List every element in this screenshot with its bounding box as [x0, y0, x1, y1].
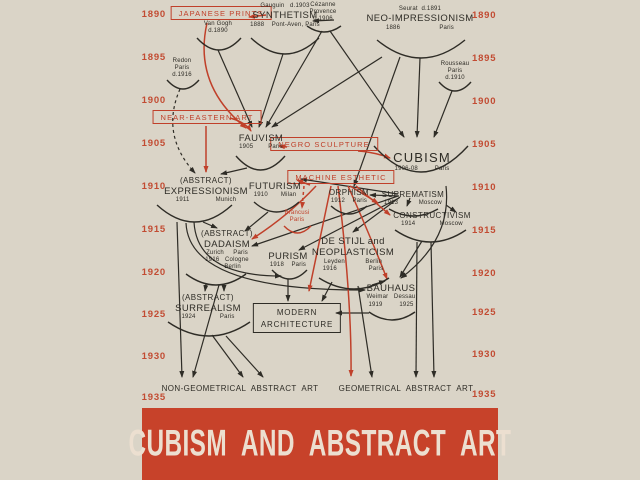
node-abstract-dadaism-line: (ABSTRACT): [201, 229, 253, 238]
node-cezanne: [310, 2, 337, 24]
year-label-l-1910: 1910: [141, 181, 166, 192]
year-label-r-1915: 1915: [472, 225, 497, 236]
year-label-r-1910: 1910: [472, 182, 497, 193]
node-neo-impressionism-line: NEO-IMPRESSIONISM: [366, 13, 474, 25]
node-cubism-line: 1906-08 Paris: [394, 165, 450, 172]
title-banner: [128, 408, 512, 480]
node-de-stijl-neoplasticism-line: NEOPLASTICISM: [311, 247, 395, 259]
year-label-r-1925: 1925: [472, 307, 497, 318]
node-van-gogh-line: Van Gogh: [203, 21, 233, 27]
year-label-l-1920: 1920: [141, 267, 166, 278]
year-label-l-1925: 1925: [141, 309, 166, 320]
node-brancusi-line: Brancusi: [284, 210, 310, 216]
node-de-stijl-neoplasticism: [312, 236, 394, 273]
node-orphism-line: ORPHISM: [328, 188, 370, 197]
node-abstract-dadaism-line: 1916 Cologne: [205, 257, 249, 264]
node-brancusi-line: Paris: [289, 217, 305, 224]
node-machine-esthetic: [287, 170, 394, 184]
node-bauhaus-line: Weimar Dessau: [366, 294, 416, 301]
node-fauvism-line: 1905 Paris: [239, 144, 283, 151]
node-negro-sculpture: [270, 137, 378, 151]
node-bauhaus: [367, 283, 416, 309]
node-futurism-line: 1910 Milan: [253, 192, 297, 199]
year-label-l-1900: 1900: [141, 95, 166, 106]
node-abstract-dadaism-line: Zurich Paris: [206, 249, 248, 256]
node-orphism: [329, 188, 369, 205]
node-redon: [172, 58, 192, 80]
node-gauguin-synthetism-line: SYNTHETISM: [252, 10, 318, 22]
year-label-l-1915: 1915: [141, 224, 166, 235]
node-constructivism: [393, 211, 471, 228]
year-label-r-1935: 1935: [472, 389, 497, 400]
node-abstract-expressionism-line: EXPRESSIONISM: [164, 185, 248, 197]
node-de-stijl-neoplasticism-line: Leyden Berlin: [324, 258, 382, 265]
node-rousseau-line: Rousseau: [440, 61, 470, 67]
node-redon-line: Paris: [174, 65, 190, 72]
node-purism-line: 1918 Paris: [269, 262, 307, 269]
year-label-l-1905: 1905: [141, 138, 166, 149]
node-cubism-line: CUBISM: [393, 150, 451, 165]
node-rousseau-line: Paris: [447, 68, 463, 75]
node-bauhaus-line: BAUHAUS: [366, 283, 416, 294]
node-de-stijl-neoplasticism-line: 1916 Paris: [322, 265, 384, 272]
node-de-stijl-neoplasticism-line: DE STIJL and: [321, 236, 385, 247]
node-suprematism-line: SUPREMATISM: [381, 190, 445, 199]
node-non-geometrical-abstract-art: [162, 384, 319, 394]
node-orphism-line: 1912 Paris: [330, 197, 368, 204]
node-geometrical-abstract-art-line: GEOMETRICAL ABSTRACT ART: [338, 384, 474, 393]
node-abstract-expressionism: [164, 176, 248, 204]
node-abstract-expressionism-line: 1911 Munich: [175, 196, 237, 203]
year-label-r-1890: 1890: [472, 10, 497, 21]
node-abstract-surrealism-line: SURREALISM: [175, 302, 241, 314]
node-futurism-line: FUTURISM: [248, 181, 302, 192]
node-cubism: [393, 150, 451, 173]
node-cezanne-line: Provence: [309, 9, 337, 16]
node-abstract-dadaism-line: Berlin: [213, 264, 241, 271]
year-label-r-1920: 1920: [472, 268, 497, 279]
year-label-r-1900: 1900: [472, 96, 497, 107]
node-abstract-surrealism: [175, 293, 241, 321]
node-abstract-surrealism-line: (ABSTRACT): [181, 293, 234, 302]
year-label-l-1890: 1890: [141, 9, 166, 20]
year-label-l-1930: 1930: [141, 351, 166, 362]
year-label-r-1905: 1905: [472, 139, 497, 150]
node-modern-architecture-line: MODERN: [276, 308, 318, 317]
node-van-gogh: [204, 21, 232, 35]
node-abstract-dadaism-line: DADAISM: [203, 238, 251, 250]
node-negro-sculpture-line: NEGRO SCULPTURE: [278, 140, 370, 149]
year-label-l-1935: 1935: [141, 392, 166, 403]
node-abstract-dadaism: [201, 229, 253, 272]
cover-title: CUBISM AND ABSTRACT ART: [128, 422, 512, 464]
node-redon-line: d.1916: [172, 72, 192, 79]
node-rousseau: [441, 61, 470, 83]
node-constructivism-line: CONSTRUCTIVISM: [393, 211, 471, 220]
node-abstract-surrealism-line: 1924 Paris: [181, 313, 235, 320]
node-neo-impressionism-line: Seurat d.1891: [398, 6, 442, 12]
node-modern-architecture-line: ARCHITECTURE: [260, 319, 334, 329]
node-fauvism-line: FAUVISM: [238, 133, 284, 144]
node-purism-line: PURISM: [268, 251, 308, 262]
node-near-eastern-art-line: NEAR-EASTERN ART: [160, 113, 254, 122]
node-neo-impressionism-line: 1886 Paris: [385, 24, 455, 31]
node-van-gogh-line: d.1890: [208, 28, 228, 35]
node-abstract-expressionism-line: (ABSTRACT): [179, 176, 232, 185]
node-gauguin-synthetism-line: Gauguin d.1903: [260, 3, 310, 9]
node-suprematism: [382, 190, 444, 207]
node-cezanne-line: Cézanne: [310, 2, 336, 8]
node-purism: [268, 251, 307, 270]
node-futurism: [249, 181, 301, 200]
node-constructivism-line: 1914 Moscow: [401, 220, 463, 227]
year-label-r-1895: 1895: [472, 53, 497, 64]
node-modern-architecture: [253, 303, 341, 333]
node-fauvism: [239, 133, 284, 152]
year-label-l-1895: 1895: [141, 52, 166, 63]
node-suprematism-line: 1913 Moscow: [384, 199, 442, 206]
node-gauguin-synthetism-line: 1888 Pont-Aven, Paris: [250, 21, 320, 28]
node-machine-esthetic-line: MACHINE ESTHETIC: [295, 173, 387, 182]
node-redon-line: Redon: [172, 58, 192, 64]
node-brancusi: [285, 210, 310, 224]
node-neo-impressionism: [366, 6, 473, 32]
node-japanese-prints-line: JAPANESE PRINTS: [178, 9, 264, 18]
node-non-geometrical-abstract-art-line: NON-GEOMETRICAL ABSTRACT ART: [161, 384, 319, 393]
node-geometrical-abstract-art: [339, 384, 474, 394]
node-rousseau-line: d.1910: [445, 75, 465, 82]
node-near-eastern-art: [153, 110, 262, 124]
node-cezanne-line: d.1906: [313, 16, 333, 23]
node-bauhaus-line: 1919 1925: [368, 301, 414, 308]
year-label-r-1930: 1930: [472, 349, 497, 360]
